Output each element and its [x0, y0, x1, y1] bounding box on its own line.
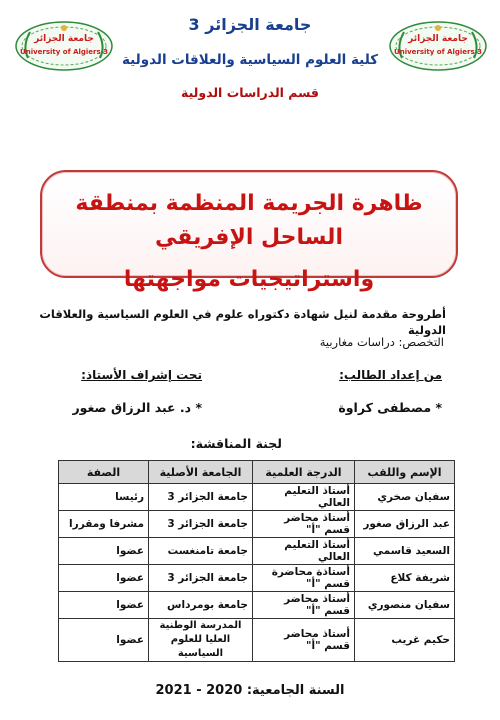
member-university: جامعة الجزائر 3: [149, 565, 253, 592]
table-row: [59, 484, 455, 511]
supervision-label: تحت إشراف الأستاذ:: [81, 368, 202, 382]
thesis-title-line-1: ظاهرة الجريمة المنظمة بمنطقة الساحل الإفريقي: [75, 191, 423, 250]
member-university: المدرسة الوطنية العليا للعلوم السياسية: [149, 619, 253, 662]
logo-latin-text: University of Algiers 3: [394, 48, 482, 56]
table-header-row: [59, 461, 455, 484]
member-rank: أستاذة محاضرة قسم "أ": [253, 565, 355, 592]
department-name: قسم الدراسات الدولية: [181, 85, 319, 100]
member-name: السعيد قاسمي: [355, 538, 455, 565]
member-university: جامعة الجزائر 3: [149, 511, 253, 538]
member-role: عضوا: [59, 538, 149, 565]
member-rank: أستاذ التعليم العالي: [253, 538, 355, 565]
table-row: [59, 592, 455, 619]
member-name: حكيم غريب: [355, 619, 455, 662]
thesis-title-box: [40, 170, 458, 292]
logo-arabic-text: جامعة الجزائر: [408, 34, 468, 44]
member-university: جامعة تامنغست: [149, 538, 253, 565]
university-name: جامعة الجزائر 3: [188, 15, 312, 34]
committee-table: [58, 460, 455, 662]
student-name: * مصطفى كراوة: [338, 400, 442, 415]
member-rank: أستاذ محاضر قسم "أ": [253, 619, 355, 662]
university-logo-right: [388, 20, 488, 72]
specialization: التخصص: دراسات مغاربية: [319, 335, 444, 349]
logo-arabic-text: جامعة الجزائر: [34, 34, 94, 44]
table-row: [59, 538, 455, 565]
member-rank: أستاذ محاضر قسم "أ": [253, 592, 355, 619]
thesis-statement: أطروحة مقدمة لنيل شهادة دكتوراه علوم في العلوم السياسية والعلاقات الدولية: [39, 307, 446, 337]
table-row: [59, 565, 455, 592]
column-header: الجامعة الأصلية: [149, 461, 253, 484]
member-university: جامعة الجزائر 3: [149, 484, 253, 511]
member-name: سفيان صخري: [355, 484, 455, 511]
prepared-by-label: من إعداد الطالب:: [339, 368, 442, 382]
member-name: شريفة كلاع: [355, 565, 455, 592]
member-rank: أستاذ محاضر قسم "أ": [253, 511, 355, 538]
laurel-emblem-icon: [388, 20, 488, 72]
member-role: عضوا: [59, 565, 149, 592]
member-role: عضوا: [59, 592, 149, 619]
column-header: الإسم واللقب: [355, 461, 455, 484]
member-role: عضوا: [59, 619, 149, 662]
thesis-title-line-2: واستراتيجيات مواجهتها: [123, 267, 375, 292]
committee-label: لجنة المناقشة:: [190, 436, 282, 451]
member-name: سفيان منصوري: [355, 592, 455, 619]
member-role: رئيسا: [59, 484, 149, 511]
logo-latin-text: University of Algiers 3: [20, 48, 108, 56]
member-university: جامعة بومرداس: [149, 592, 253, 619]
university-logo-left: [14, 20, 114, 72]
member-name: عبد الرزاق صغور: [355, 511, 455, 538]
member-rank: أستاذ التعليم العالي: [253, 484, 355, 511]
column-header: الصفة: [59, 461, 149, 484]
table-row: [59, 511, 455, 538]
academic-year: السنة الجامعية: 2020 - 2021: [155, 683, 345, 698]
faculty-name: كلية العلوم السياسية والعلاقات الدولية: [121, 52, 379, 68]
table-row: [59, 619, 455, 662]
institution-header: [110, 14, 390, 102]
member-role: مشرفا ومقررا: [59, 511, 149, 538]
supervisor-name: * د. عبد الرزاق صغور: [72, 400, 202, 415]
column-header: الدرجة العلمية: [253, 461, 355, 484]
laurel-emblem-icon: [14, 20, 114, 72]
